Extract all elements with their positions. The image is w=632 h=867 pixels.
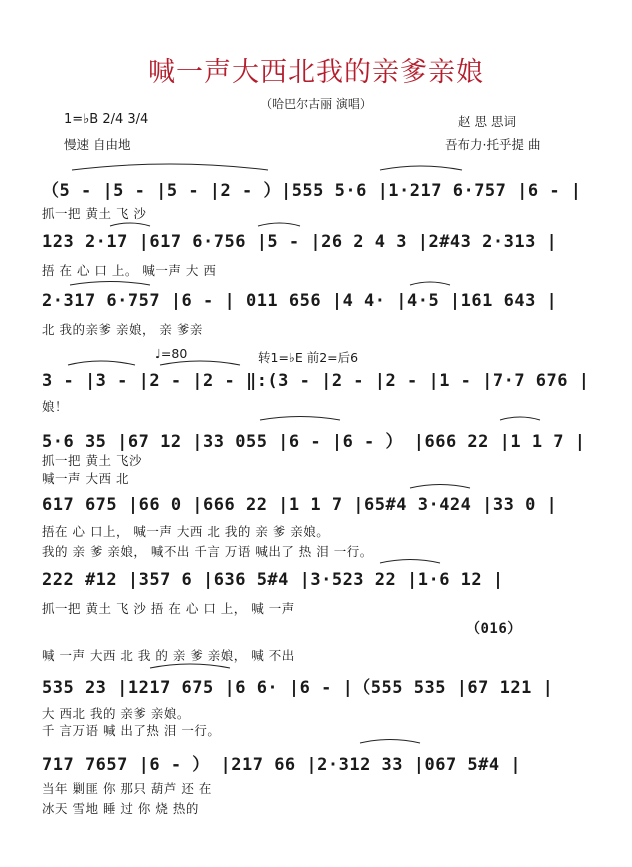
key-signature: 1=♭B 2/4 3/4	[64, 112, 149, 127]
lyric-line-10a: 当年 剿匪 你 那只 葫芦 还 在	[42, 781, 212, 796]
lyric-line-9b: 千 言万语 喊 出了热 泪 一行。	[42, 723, 221, 738]
notation-line-2: 123 2·17 |617 6·756 |5 - |26 2 4 3 |2#43 2·313 |	[42, 232, 558, 252]
tempo-80: ♩=80	[155, 346, 188, 361]
notation-line-9: 535 23 |1217 675 |6 6· |6 - |（555 535 |67 121 |	[42, 678, 554, 698]
composer-credit: 吾布力·托乎提 曲	[445, 137, 541, 152]
lyric-line-5a: 抓一把 黄土 飞沙	[42, 453, 142, 468]
notation-line-1: （5 - |5 - |5 - |2 - ）|555 5·6 |1·217 6·757 |6 - |	[42, 181, 582, 201]
notation-line-6: 617 675 |66 0 |666 22 |1 1 7 |65#4 3·424 |33 0 |	[42, 495, 558, 515]
lyric-line-6a: 捂在 心 口上， 喊一声 大西 北 我的 亲 爹 亲娘。	[42, 524, 330, 539]
lyric-line-3: 北 我的亲爹 亲娘， 亲 爹亲	[42, 322, 203, 337]
tempo-marking: 慢速 自由地	[64, 137, 131, 152]
lyric-line-6b: 我的 亲 爹 亲娘， 喊不出 千言 万语 喊出了 热 泪 一行。	[42, 544, 373, 559]
lyric-line-2: 捂 在 心 口 上。 喊一声 大 西	[42, 263, 217, 278]
modulation-note: 转1=♭E 前2=后6	[258, 350, 359, 365]
song-title: 喊一声大西北我的亲爹亲娘	[148, 57, 484, 88]
singer-credit: （哈巴尔古丽 演唱）	[260, 97, 372, 111]
lyric-line-8: 喊 一声 大西 北 我 的 亲 爹 亲娘， 喊 不出	[42, 648, 295, 663]
lyric-line-10b: 冰天 雪地 睡 过 你 烧 热的	[42, 801, 199, 816]
notation-line-7: 222 #12 |357 6 |636 5#4 |3·523 22 |1·6 12 |	[42, 570, 504, 590]
lyric-line-5b: 喊一声 大西 北	[42, 471, 129, 486]
lyric-line-4: 娘！	[42, 399, 69, 414]
bracket-notes: （016）	[466, 621, 522, 637]
lyricist-credit: 赵 思 思词	[458, 114, 516, 129]
lyric-line-7: 抓一把 黄土 飞 沙 捂 在 心 口 上， 喊 一声	[42, 601, 295, 616]
notation-line-5: 5·6 35 |67 12 |33 055 |6 - |6 - ） |666 22 |1 1 7 |	[42, 432, 586, 452]
notation-line-10: 717 7657 |6 - ） |217 66 |2·312 33 |067 5#4 |	[42, 755, 522, 775]
notation-line-3: 2·317 6·757 |6 - | 011 656 |4 4· |4·5 |161 643 |	[42, 291, 558, 311]
notation-line-4: 3 - |3 - |2 - |2 - ‖:(3 - |2 - |2 - |1 - |7·7 676 |	[42, 371, 590, 391]
lyric-line-9a: 大 西北 我的 亲爹 亲娘。	[42, 706, 190, 721]
lyric-line-1: 抓一把 黄土 飞 沙	[42, 206, 147, 221]
